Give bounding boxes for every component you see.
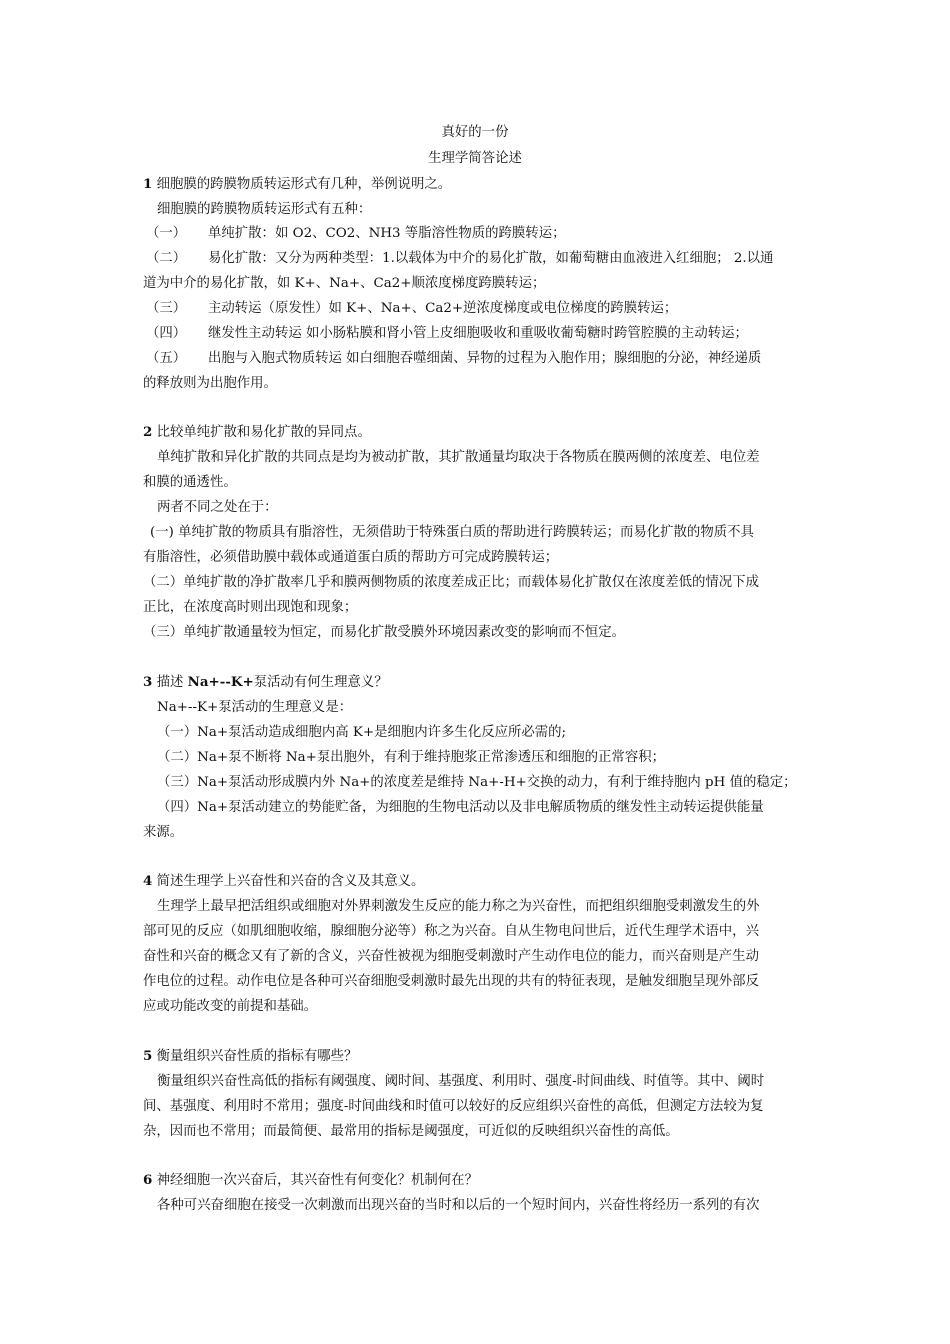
- answer-line: （一）Na+泵活动造成细胞内高 K+是细胞内许多生化反应所必需的;: [157, 725, 567, 740]
- answer-line: 衡量组织兴奋性高低的指标有阈强度、阈时间、基强度、利用时、强度-时间曲线、时值等。其中、阈时: [157, 1074, 765, 1089]
- question-text: 细胞膜的跨膜物质转运形式有几种，举例说明之。: [152, 177, 452, 192]
- question-number: 3: [143, 674, 153, 690]
- answer-line: 两者不同之处在于：: [157, 500, 278, 515]
- list-item: [146, 247, 773, 266]
- list-item-continuation: 的释放则为出胞作用。: [143, 376, 277, 391]
- answer-line: 应或功能改变的前提和基础。: [143, 999, 318, 1014]
- answer-line: 有脂溶性，必须借助膜中载体或通道蛋白质的帮助方可完成跨膜转运；: [143, 550, 559, 565]
- list-item-text: 主动转运（原发性）如 K+、Na+、Ca2+逆浓度梯度或电位梯度的跨膜转运；: [208, 301, 678, 316]
- answer-line: 各种可兴奋细胞在接受一次刺激而出现兴奋的当时和以后的一个短时间内，兴奋性将经历一系列的有次: [157, 1198, 760, 1213]
- answer-line: （三）Na+泵活动形成膜内外 Na+的浓度差是维持 Na+-H+交换的动力，有利于维持胞内 pH 值的稳定；: [157, 775, 797, 790]
- question-1-heading: [143, 173, 451, 192]
- answer-line: 正比，在浓度高时则出现饱和现象；: [143, 600, 358, 615]
- answer-line: Na+--K+泵活动的生理意义是：: [157, 700, 353, 715]
- list-item-text: 单纯扩散：如 O2、CO2、NH3 等脂溶性物质的跨膜转运；: [208, 226, 566, 241]
- question-number: 5: [143, 1048, 153, 1064]
- answer-line: (一) 单纯扩散的物质具有脂溶性，无须借助于特殊蛋白质的帮助进行跨膜转运；而易化扩散的物质不具: [150, 525, 754, 540]
- list-item-label: （三）: [146, 301, 187, 316]
- question-text: 衡量组织兴奋性质的指标有哪些？: [152, 1049, 358, 1064]
- question-5-heading: [143, 1045, 357, 1064]
- answer-line: 和膜的通透性。: [143, 475, 237, 490]
- answer-line: 间、基强度、利用时不常用；强度-时间曲线和时值可以较好的反应组织兴奋性的高低，但测定方法较为复: [143, 1099, 764, 1114]
- question-text-pre: 描述: [152, 675, 188, 690]
- question-6-heading: [143, 1169, 478, 1188]
- question-number: 2: [143, 424, 153, 440]
- question-text: 比较单纯扩散和易化扩散的异同点。: [152, 425, 371, 440]
- answer-line: 部可见的反应（如肌细胞收缩，腺细胞分泌等）称之为兴奋。自从生物电问世后，近代生理学术语中，兴: [143, 924, 759, 939]
- list-item-label: （五）: [146, 351, 187, 366]
- question-text-post: 泵活动有何生理意义？: [253, 675, 388, 690]
- list-item-label: （一）: [146, 226, 187, 241]
- list-item: [146, 297, 677, 316]
- list-item-continuation: 道为中介的易化扩散，如 K+、Na+、Ca2+顺浓度梯度跨膜转运；: [143, 276, 546, 291]
- list-item: [146, 347, 761, 366]
- list-item: [146, 222, 565, 241]
- list-item-text: 易化扩散：又分为两种类型：1.以载体为中介的易化扩散，如葡萄糖由血液进入红细胞； 2.以通: [208, 251, 774, 266]
- question-2-heading: [143, 421, 371, 440]
- question-number: 6: [143, 1172, 153, 1188]
- answer-line: 杂，因而也不常用；而最简便、最常用的指标是阈强度，可近似的反映组织兴奋性的高低。: [143, 1124, 679, 1139]
- answer-line: （二）单纯扩散的净扩散率几乎和膜两侧物质的浓度差成正比；而载体易化扩散仅在浓度差低的情况下成: [143, 575, 759, 590]
- answer-line: （四）Na+泵活动建立的势能贮备，为细胞的生物电活动以及非电解质物质的继发性主动转运提供能量: [157, 800, 764, 815]
- question-text-bold: Na+--K+: [187, 674, 254, 690]
- answer-line: 来源。: [143, 825, 184, 840]
- question-number: 1: [143, 176, 153, 192]
- document-title: 生理学简答论述: [428, 151, 522, 166]
- answer-line: （二）Na+泵不断将 Na+泵出胞外，有利于维持胞浆正常渗透压和细胞的正常容积；: [157, 750, 665, 765]
- list-item-label: （四）: [146, 326, 187, 341]
- answer-intro: 细胞膜的跨膜物质转运形式有五种：: [157, 202, 372, 217]
- answer-line: 生理学上最早把活组织或细胞对外界刺激发生反应的能力称之为兴奋性，而把组织细胞受刺激发生的外: [157, 899, 760, 914]
- answer-line: 作电位的过程。动作电位是各种可兴奋细胞受刺激时最先出现的共有的特征表现，是触发细胞呈现外部反: [143, 974, 759, 989]
- question-4-heading: [143, 870, 424, 889]
- question-3-heading: [143, 671, 388, 690]
- answer-line: （三）单纯扩散通量较为恒定，而易化扩散受膜外环境因素改变的影响而不恒定。: [143, 625, 626, 640]
- document-top-title: 真好的一份: [441, 125, 509, 140]
- list-item-text: 继发性主动转运 如小肠粘膜和肾小管上皮细胞吸收和重吸收葡萄糖时跨管腔膜的主动转运；: [208, 326, 748, 341]
- question-number: 4: [143, 873, 153, 889]
- answer-line: 单纯扩散和异化扩散的共同点是均为被动扩散，其扩散通量均取决于各物质在膜两侧的浓度差、电位差: [157, 450, 760, 465]
- answer-line: 奋性和兴奋的概念又有了新的含义，兴奋性被视为细胞受刺激时产生动作电位的能力，而兴奋则是产生动: [143, 949, 759, 964]
- list-item-text: 出胞与入胞式物质转运 如白细胞吞噬细菌、异物的过程为入胞作用；腺细胞的分泌，神经递质: [208, 351, 762, 366]
- question-text: 神经细胞一次兴奋后，其兴奋性有何变化？机制何在？: [152, 1173, 478, 1188]
- question-text: 简述生理学上兴奋性和兴奋的含义及其意义。: [152, 874, 425, 889]
- list-item: [146, 322, 748, 341]
- list-item-label: （二）: [146, 251, 187, 266]
